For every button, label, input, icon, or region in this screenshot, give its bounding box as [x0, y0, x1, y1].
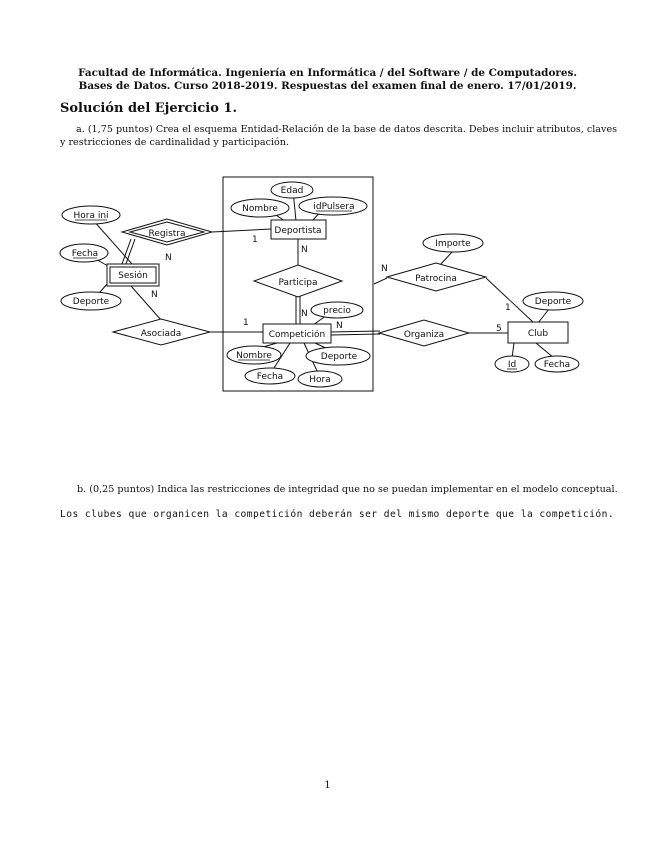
card-asociada-competicion: 1 [243, 318, 249, 328]
label-patrocina: Patrocina [415, 274, 457, 284]
label-fecha-competicion: Fecha [256, 372, 284, 382]
card-patrocina-deportista: N [381, 264, 388, 274]
label-registra: Registra [148, 229, 186, 239]
card-patrocina-club: 1 [505, 303, 511, 313]
card-participa-competicion: N [301, 309, 308, 319]
card-registra-deportista: 1 [252, 235, 258, 245]
label-fecha-sesion: Fecha [71, 249, 99, 259]
part-b-answer: Los clubes que organicen la competición deberán ser del mismo deporte que la competición. [60, 509, 615, 520]
header-line-1: Facultad de Informática. Ingeniería en Informática / del Software / de Computadores. [78, 67, 577, 79]
label-asociada: Asociada [140, 329, 182, 339]
card-participa-deportista: N [301, 245, 308, 255]
part-a-line-2: y restricciones de cardinalidad y participación. [60, 137, 290, 148]
part-a-line-1: a. (1,75 puntos) Crea el esquema Entidad-Relación de la base de datos descrita. Debes incluir atributos, claves [76, 124, 618, 135]
section-title: Solución del Ejercicio 1. [60, 101, 237, 116]
label-precio: precio [323, 306, 351, 316]
label-deportista: Deportista [274, 226, 322, 236]
card-organiza-club: 5 [496, 324, 502, 334]
label-club: Club [527, 329, 549, 339]
label-idpulsera: idPulsera [313, 202, 355, 212]
label-deporte-club: Deporte [534, 297, 572, 307]
label-deporte-competicion: Deporte [320, 352, 358, 362]
label-competicion: Competición [268, 330, 326, 340]
label-sesion: Sesión [118, 271, 148, 281]
page-number: 1 [324, 780, 331, 791]
label-deporte-sesion: Deporte [72, 297, 110, 307]
label-nombre-deportista: Nombre [242, 204, 278, 214]
header-line-2: Bases de Datos. Curso 2018-2019. Respuestas del examen final de enero. 17/01/2019. [78, 80, 577, 92]
card-registra-sesion: N [165, 253, 172, 263]
label-fecha-club: Fecha [543, 360, 571, 370]
label-hora-competicion: Hora [309, 375, 331, 385]
label-nombre-competicion: Nombre [236, 351, 272, 361]
label-participa: Participa [278, 278, 318, 288]
part-b-question: b. (0,25 puntos) Indica las restricciones de integridad que no se puedan implementar en el modelo conceptual. [77, 484, 618, 495]
label-edad: Edad [280, 186, 304, 196]
card-asociada-sesion: N [151, 290, 158, 300]
label-importe: Importe [435, 239, 471, 249]
label-organiza: Organiza [403, 330, 445, 340]
label-hora-ini: Hora ini [73, 211, 109, 221]
card-organiza-competicion: N [336, 321, 343, 331]
label-id-club: Id [507, 360, 517, 370]
